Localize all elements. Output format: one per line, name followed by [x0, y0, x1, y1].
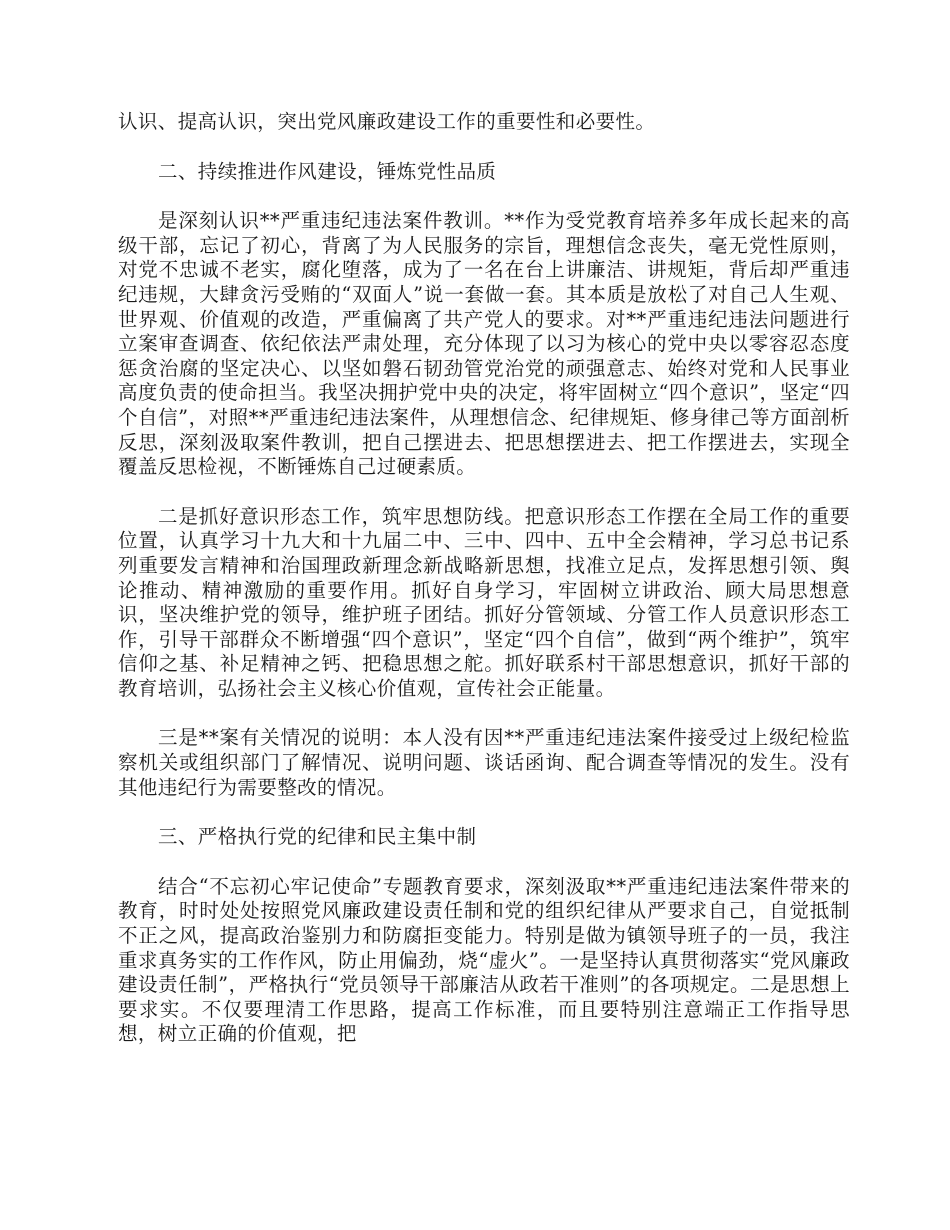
section-heading-2: 二、持续推进作风建设，锤炼党性品质: [158, 159, 497, 183]
section-heading-3: 三、严格执行党的纪律和民主集中制: [158, 825, 477, 849]
paragraph-case-lesson: 是深刻认识**严重违纪违法案件教训。**作为受党教育培养多年成长起来的高级干部，忘记了初心，背离了为人民服务的宗旨，理想信念丧失，毫无党性原则，对党不忠诚不老实，腐化堕落，成为了一名在台上讲廉洁、讲规矩，背后却严重违纪违规，大肆贪污受贿的“双面人”说一套做一套。其本质是放松了对自己人生观、世界观、价值观的改造，严重偏离了共产党人的要求。对**严重违纪违法问题进行立案审查调查、依纪依法严肃处理，充分体现了以习为核心的党中央以零容忍态度惩贪治腐的坚定决心、以坚如磐石韧劲管党治党的顽强意志、始终对党和人民事业高度负责的使命担当。我坚决拥护党中央的决定，将牢固树立“四个意识”，坚定“四个自信”，对照**严重违纪违法案件，从理想信念、纪律规矩、修身律己等方面剖析反思，深刻汲取案件教训，把自己摆进去、把思想摆进去、把工作摆进去，实现全覆盖反思检视，不断锤炼自己过硬素质。: [118, 209, 850, 479]
paragraph-continued: 认识、提高认识，突出党风廉政建设工作的重要性和必要性。: [118, 110, 656, 133]
paragraph-gap: [118, 184, 850, 209]
paragraph-gap: [118, 135, 850, 160]
paragraph-gap: [118, 800, 850, 825]
paragraph-case-statement: 三是**案有关情况的说明：本人没有因**严重违纪违法案件接受过上级纪检监察机关或组织部门了解情况、说明问题、谈话函询、配合调查等情况的发生。没有其他违纪行为需要整改的情况。: [118, 726, 850, 799]
paragraph-discipline: 结合“不忘初心牢记使命”专题教育要求，深刻汲取**严重违纪违法案件带来的教育，时时处处按照党风廉政建设责任制和党的组织纪律从严要求自己，自觉抵制不正之风，提高政治鉴别力和防腐拒变能力。特别是做为镇领导班子的一员，我注重求真务实的工作作风，防止用偏劲，烧“虚火”。一是坚持认真贯彻落实“党风廉政建设责任制”，严格执行“党员领导干部廉洁从政若干准则”的各项规定。二是思想上要求实。不仅要理清工作思路，提高工作标准，而且要特别注意端正工作指导思想，树立正确的价值观，把: [118, 874, 850, 1046]
paragraph-gap: [118, 480, 850, 505]
document-body: [118, 110, 850, 1047]
paragraph-gap: [118, 701, 850, 726]
paragraph-ideology-work: 二是抓好意识形态工作，筑牢思想防线。把意识形态工作摆在全局工作的重要位置，认真学习十九大和十九届二中、三中、四中、五中全会精神，学习总书记系列重要发言精神和治国理政新理念新战略新思想，找准立足点，发挥思想引领、舆论推动、精神激励的重要作用。抓好自身学习，牢固树立讲政治、顾大局思想意识，坚决维护党的领导，维护班子团结。抓好分管领域、分管工作人员意识形态工作，引导干部群众不断增强“四个意识”，坚定“四个自信”，做到“两个维护”，筑牢信仰之基、补足精神之钙、把稳思想之舵。抓好联系村干部思想意识，抓好干部的教育培训，弘扬社会主义核心价值观，宣传社会正能量。: [118, 504, 850, 700]
paragraph-gap: [118, 850, 850, 875]
